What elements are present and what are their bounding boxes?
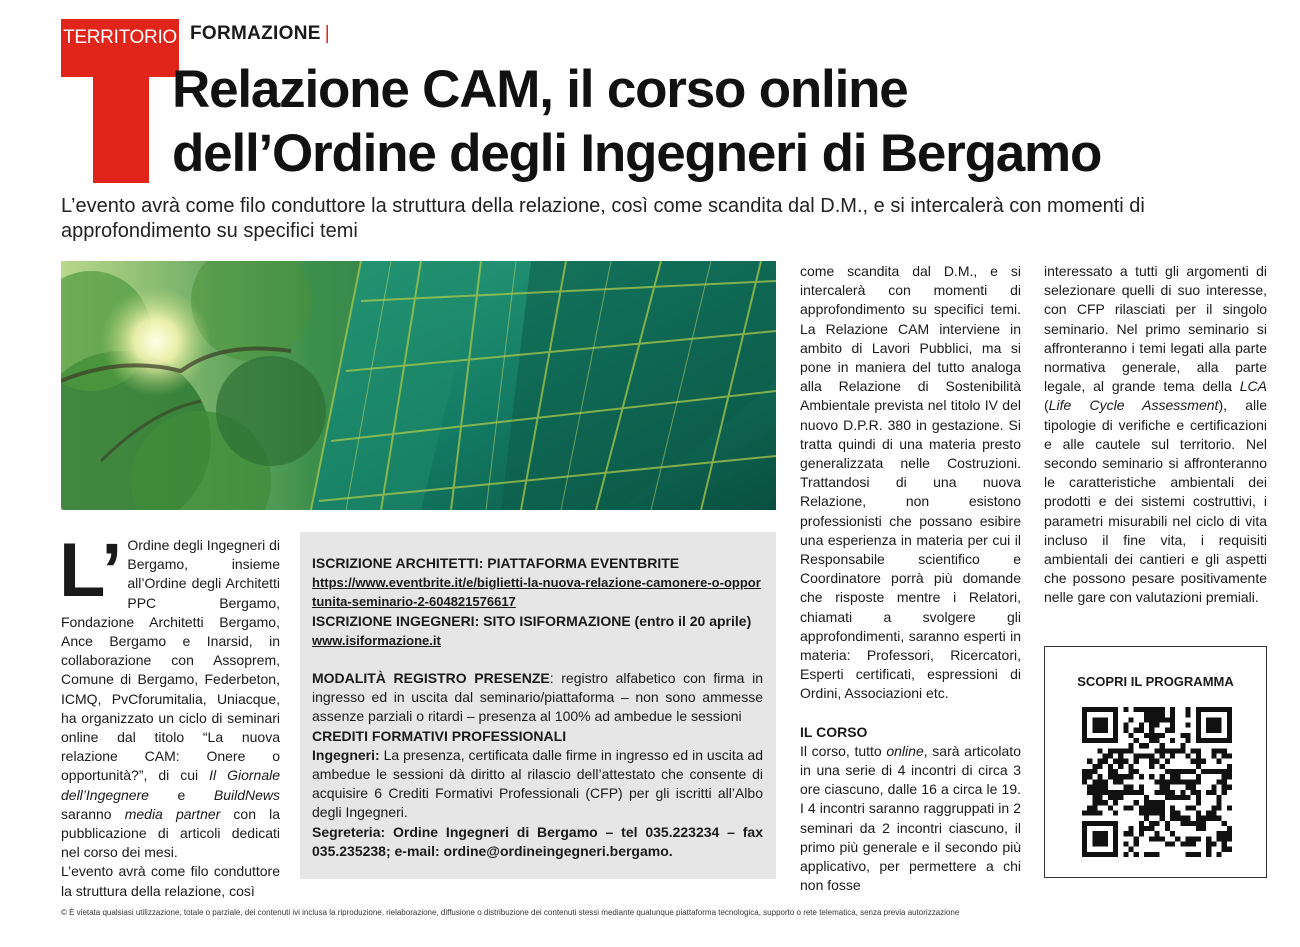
drop-cap: L’: [59, 528, 123, 613]
category-separator: |: [324, 23, 330, 44]
program-qr-box: [1044, 646, 1267, 878]
intro-ending: con la pubblicazione di articoli dedicati nel corso dei mesi.: [61, 805, 280, 861]
article-column-4: [1044, 262, 1267, 608]
online-term: online: [886, 742, 924, 759]
publication-name-2: BuildNews: [213, 786, 280, 803]
seminari-text: interessato a tutti gli argomenti di selezionare quelli di suo interesse, con CFP rilasciati per il singolo seminario. Nel primo seminario si affronteranno i temi legati alla parte normativa generale, alla parte legale, al grande tema della: [1044, 263, 1267, 395]
secretariat-contacts: Segreteria: Ordine Ingegneri di Bergamo – tel 035.223234 – fax 035.235238; e-mail: ordine@ordineingegneri.bergamo.: [312, 823, 763, 859]
category-label: [190, 22, 330, 46]
big-t-logo-stem: [93, 55, 149, 183]
section-tag: TERRITORIO: [61, 19, 179, 55]
article-intro-paragraph: [59, 528, 280, 862]
glass-building-tree-image: [61, 261, 776, 510]
spacer: [800, 704, 1021, 723]
section-heading-il-corso: IL CORSO: [800, 723, 868, 740]
intro-connector-2: saranno: [61, 805, 125, 822]
headline: [172, 58, 1101, 186]
spacer: [312, 650, 763, 669]
qr-title: SCOPRI IL PROGRAMMA: [1077, 674, 1234, 689]
subtitle: L’evento avrà come filo conduttore la struttura della relazione, così come scandita dal D.M., e si intercalerà con momenti di approfondimento su specifici temi: [61, 195, 1145, 242]
info-box: [300, 532, 776, 879]
article-column-3: [800, 262, 1021, 896]
isiformazione-link[interactable]: www.isiformazione.it: [312, 632, 441, 648]
article-paragraph-relazione: come scandita dal D.M., e si intercalerà con momenti di approfondimento su specifici temi. La Relazione CAM interviene in ambito di Lavori Pubblici, ma si pone in maniera del tutto analoga alla Relazione di Sostenibilità Ambientale prevista nel titolo IV del nuovo D.P.R. 380 in gestazione. Si tratta quindi di una materia presto generalizzata nelle Costruzioni. Trattandosi di una nuova Relazione, non esistono professionisti che possano esibire una esperienza in materia per cui il Responsabile scientifico e Coordinatore porrà più domande che risposte mentre i Relatori, chiamati a svolgere gli approfondimenti, saranno esperti in materia: Professori, Ricercatori, Esperti certificati, espressioni di Ordini, Associazioni etc.: [800, 263, 1021, 702]
article-photo: [61, 261, 776, 510]
publication-name: Il Giornale dell’Ingegnere: [61, 767, 280, 803]
engineers-credits-text: La presenza, certificata dalle firme in ingresso ed in uscita ad ambedue le sessioni dà diritto al rilascio dell’attestato che consente di acquisire 6 Crediti Formativi Professionali (CFP) per gli iscritti all’Albo degli Ingegneri.: [312, 746, 763, 821]
attendance-text: : registro alfabetico con firma in ingresso ed in uscita dal seminario/piattaforma – non sono ammesse assenze parziali o ritardi – presenza al 100% ad ambedue le sessioni: [312, 670, 764, 725]
eventbrite-link[interactable]: https://www.eventbrite.it/e/biglietti-la-nuova-relazione-camonere-o-opportunita-seminario-2-604821576617: [312, 575, 761, 610]
architects-registration-heading: ISCRIZIONE ARCHITETTI: PIATTAFORMA EVENTBRITE: [312, 555, 680, 571]
article-column-1: [59, 528, 280, 901]
attendance-label: MODALITÀ REGISTRO PRESENZE: [312, 670, 550, 687]
article-paragraph-corso: [800, 742, 1021, 896]
intro-text: Ordine degli Ingegneri di Bergamo, insieme all’Ordine degli Architetti PPC Bergamo, Fondazione Architetti Bergamo, Ance Bergamo e Inarsid, in collaborazione con Assoprem, Comune di Bergamo, Federbeton, ICMQ, PvCforumitalia, Uniacque, ha organizzato un ciclo di seminari online dal titolo “La nuova relazione CAM: Onere o opportunità?”, di cui: [61, 537, 280, 784]
article-paragraph: L’evento avrà come filo conduttore la struttura della relazione, così: [61, 863, 280, 899]
engineers-label: Ingegneri:: [312, 746, 380, 763]
headline-line2: dell’Ordine degli Ingegneri di Bergamo: [172, 124, 1102, 183]
engineers-credits: [312, 746, 763, 823]
seminari-text-cont: ), alle tipologie di verifiche e certificazioni e alle cautele sul territorio. Nel secondo seminario si affronteranno le caratteristiche ambientali dei prodotti e dei sistemi costruttivi, i parametri misurabili nel ciclo di vita incluso il fine vita, i requisiti ambientali dei cantieri e gli aspetti che possono pesare positivamente nelle gare con valutazioni premiali.: [1044, 397, 1268, 606]
intro-connector: e: [148, 786, 214, 803]
category-text: FORMAZIONE: [190, 23, 321, 44]
lca-term: LCA: [1239, 378, 1267, 395]
headline-line1: Relazione CAM, il corso online: [172, 60, 908, 119]
engineers-registration-heading: ISCRIZIONE INGEGNERI: SITO ISIFORMAZIONE (entro il 20 aprile): [312, 612, 752, 629]
corso-text: Il corso, tutto: [800, 742, 887, 759]
article-paragraph-seminari: [1044, 262, 1267, 608]
media-partner-term: media partner: [124, 805, 221, 822]
corso-text-cont: , sarà articolato in una serie di 4 incontri di circa 3 ore ciascuno, dalle 16 a circa le 19. I 4 incontri saranno raggruppati in 2 seminari da 2 incontri ciascuno, il primo più generale e il secondo più applicativo, per permettere a chi non fosse: [800, 742, 1021, 894]
attendance-rules: [312, 669, 763, 727]
credits-heading: CREDITI FORMATIVI PROFESSIONALI: [312, 727, 567, 744]
copyright-disclaimer: © È vietata qualsiasi utilizzazione, totale o parziale, dei contenuti ivi inclusa la riproduzione, rielaborazione, diffusione o distribuzione dei contenuti stessi mediante qualunque piattaforma tecnologica, supporto o rete telematica, senza previa autorizzazione: [61, 908, 960, 917]
seminari-paren: (: [1044, 397, 1049, 414]
lca-expansion: Life Cycle Assessment: [1048, 397, 1219, 414]
qr-code-icon: [1082, 707, 1232, 857]
qr-code[interactable]: [1082, 707, 1232, 857]
